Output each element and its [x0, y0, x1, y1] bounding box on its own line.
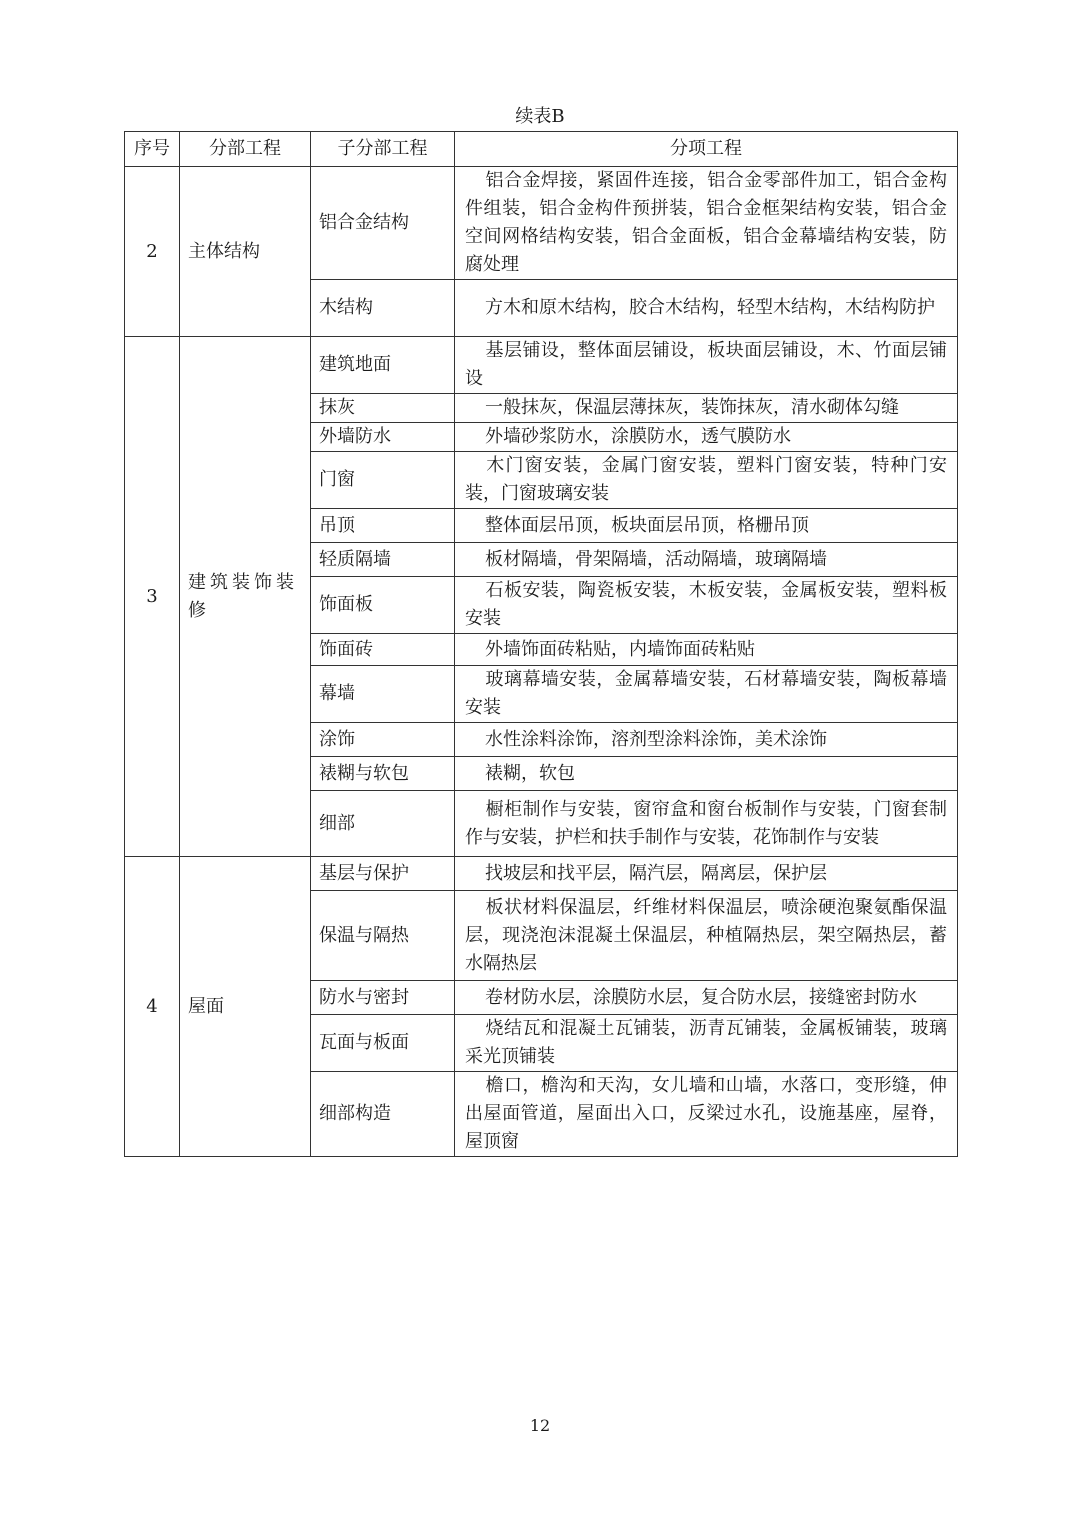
division-name: 主体结构 — [180, 167, 311, 337]
sub-division-name: 幕墙 — [311, 666, 455, 723]
header-sub-division: 子分部工程 — [311, 132, 455, 167]
item-list — [455, 509, 958, 543]
sub-division-name: 瓦面与板面 — [311, 1015, 455, 1072]
sub-division-name: 细部构造 — [311, 1072, 455, 1157]
table-row — [125, 857, 958, 891]
sub-division-name: 饰面砖 — [311, 634, 455, 666]
row-index: 4 — [125, 857, 180, 1157]
table-body — [125, 167, 958, 1157]
item-text: 水性涂料涂饰，溶剂型涂料涂饰，美术涂饰 — [485, 728, 827, 750]
division-table — [124, 131, 958, 1157]
item-list — [455, 452, 958, 509]
table-row — [125, 167, 958, 280]
item-list — [455, 577, 958, 634]
item-text: 石板安装，陶瓷板安装，木板安装，金属板安装，塑料板安装 — [465, 580, 947, 629]
row-index: 3 — [125, 337, 180, 857]
item-text: 外墙饰面砖粘贴，内墙饰面砖粘贴 — [485, 638, 755, 660]
table-caption: 续表B — [515, 106, 565, 127]
sub-division-name: 木结构 — [311, 280, 455, 337]
item-list — [455, 723, 958, 757]
sub-division-name: 建筑地面 — [311, 337, 455, 394]
item-text: 玻璃幕墙安装，金属幕墙安装，石材幕墙安装，陶板幕墙安装 — [465, 669, 947, 718]
item-list — [455, 543, 958, 577]
header-row — [125, 132, 958, 167]
item-list — [455, 857, 958, 891]
item-text: 卷材防水层，涂膜防水层，复合防水层，接缝密封防水 — [485, 986, 917, 1008]
sub-division-name: 涂饰 — [311, 723, 455, 757]
header-items: 分项工程 — [455, 132, 958, 167]
item-text: 铝合金焊接，紧固件连接，铝合金零部件加工，铝合金构件组装，铝合金构件预拼装，铝合金框架结构安装，铝合金空间网格结构安装，铝合金面板，铝合金幕墙结构安装，防腐处理 — [465, 170, 947, 275]
header-index: 序号 — [125, 132, 180, 167]
sub-division-name: 保温与隔热 — [311, 891, 455, 981]
item-list — [455, 666, 958, 723]
sub-division-name: 细部 — [311, 791, 455, 857]
division-name: 建筑装饰装修 — [180, 337, 311, 857]
sub-division-name: 外墙防水 — [311, 423, 455, 452]
item-text: 裱糊，软包 — [485, 762, 575, 784]
header-division: 分部工程 — [180, 132, 311, 167]
item-list — [455, 981, 958, 1015]
sub-division-name: 裱糊与软包 — [311, 757, 455, 791]
row-index: 2 — [125, 167, 180, 337]
item-text: 整体面层吊顶，板块面层吊顶，格栅吊顶 — [485, 514, 809, 536]
sub-division-name: 饰面板 — [311, 577, 455, 634]
item-list — [455, 394, 958, 423]
item-list — [455, 891, 958, 981]
item-list — [455, 1015, 958, 1072]
item-text: 一般抹灰，保温层薄抹灰，装饰抹灰，清水砌体勾缝 — [485, 397, 899, 418]
item-text: 烧结瓦和混凝土瓦铺装，沥青瓦铺装，金属板铺装，玻璃采光顶铺装 — [465, 1018, 947, 1067]
item-list — [455, 167, 958, 280]
item-text: 檐口，檐沟和天沟，女儿墙和山墙，水落口，变形缝，伸出屋面管道，屋面出入口，反梁过水孔，设施基座，屋脊，屋顶窗 — [465, 1075, 947, 1152]
item-list — [455, 791, 958, 857]
item-list — [455, 634, 958, 666]
division-name: 屋面 — [180, 857, 311, 1157]
item-list — [455, 280, 958, 337]
item-text: 基层铺设，整体面层铺设，板块面层铺设，木、竹面层铺设 — [465, 340, 947, 389]
item-list — [455, 1072, 958, 1157]
sub-division-name: 门窗 — [311, 452, 455, 509]
item-list — [455, 423, 958, 452]
sub-division-name: 基层与保护 — [311, 857, 455, 891]
sub-division-name: 轻质隔墙 — [311, 543, 455, 577]
item-list — [455, 757, 958, 791]
sub-division-name: 防水与密封 — [311, 981, 455, 1015]
item-text: 板状材料保温层，纤维材料保温层，喷涂硬泡聚氨酯保温层，现浇泡沫混凝土保温层，种植隔热层，架空隔热层，蓄水隔热层 — [465, 896, 947, 974]
page-number: 12 — [529, 1416, 551, 1435]
item-text: 板材隔墙，骨架隔墙，活动隔墙，玻璃隔墙 — [485, 548, 827, 570]
item-text: 外墙砂浆防水，涂膜防水，透气膜防水 — [485, 426, 791, 447]
sub-division-name: 吊顶 — [311, 509, 455, 543]
sub-division-name: 抹灰 — [311, 394, 455, 423]
item-list — [455, 337, 958, 394]
item-text: 方木和原木结构，胶合木结构，轻型木结构，木结构防护 — [485, 297, 935, 318]
item-text: 找坡层和找平层，隔汽层，隔离层，保护层 — [485, 862, 827, 884]
item-text: 木门窗安装，金属门窗安装，塑料门窗安装，特种门安装，门窗玻璃安装 — [465, 455, 947, 504]
table-row — [125, 337, 958, 394]
sub-division-name: 铝合金结构 — [311, 167, 455, 280]
item-text: 橱柜制作与安装，窗帘盒和窗台板制作与安装，门窗套制作与安装，护栏和扶手制作与安装，花饰制作与安装 — [465, 798, 947, 848]
